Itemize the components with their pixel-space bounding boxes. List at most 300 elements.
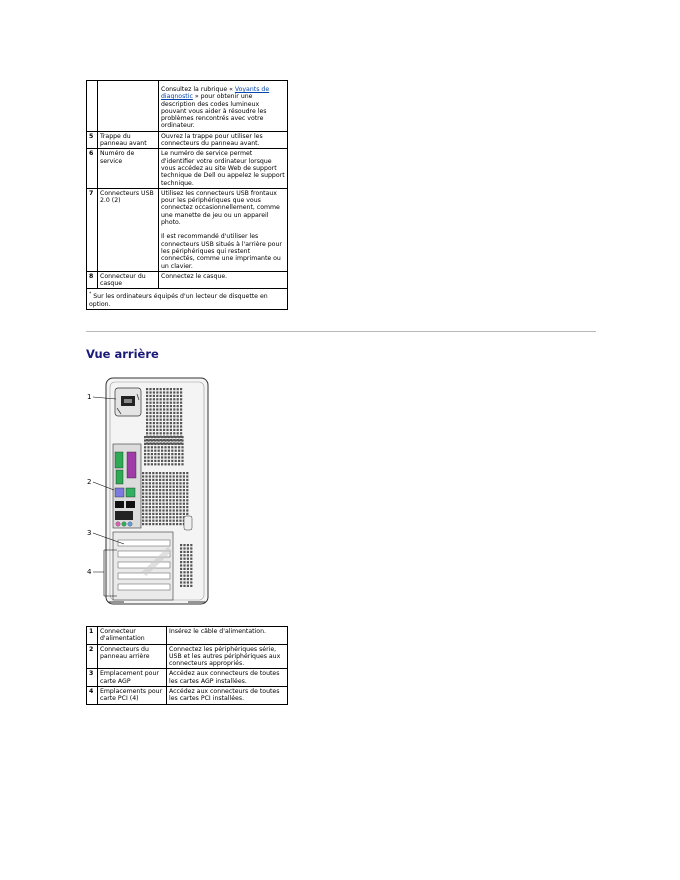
vent-hole: [173, 479, 175, 481]
vent-hole: [183, 585, 185, 587]
vent-hole: [168, 446, 170, 448]
vent-hole: [170, 408, 172, 410]
vent-hole: [169, 516, 171, 518]
vent-hole: [183, 551, 185, 553]
vent-hole: [160, 412, 162, 414]
vent-hole: [187, 571, 189, 573]
vent-hole: [166, 523, 168, 525]
vent-hole: [181, 460, 183, 462]
vent-hole: [149, 391, 151, 393]
vent-hole: [179, 482, 181, 484]
vent-hole: [173, 472, 175, 474]
vent-hole: [181, 450, 183, 452]
vent-hole: [183, 513, 185, 515]
vent-hole: [154, 460, 156, 462]
vent-hole: [187, 564, 189, 566]
vent-hole: [149, 492, 151, 494]
vent-hole: [159, 509, 161, 511]
vent-hole: [161, 450, 163, 452]
callout-label: 2: [87, 478, 92, 486]
vent-hole: [153, 415, 155, 417]
vent-hole: [190, 568, 192, 570]
row-description: [159, 188, 288, 271]
vent-hole: [183, 571, 185, 573]
vent-hole: [166, 513, 168, 515]
vent-hole: [142, 479, 144, 481]
vent-hole: [176, 475, 178, 477]
vent-hole: [164, 456, 166, 458]
vent-hole: [166, 405, 168, 407]
vent-hole: [142, 499, 144, 501]
callout-label: 3: [87, 529, 92, 537]
vent-hole: [162, 499, 164, 501]
vent-hole: [180, 405, 182, 407]
vent-hole: [163, 391, 165, 393]
vent-hole: [166, 499, 168, 501]
vent-hole: [162, 472, 164, 474]
vent-hole: [163, 425, 165, 427]
vent-hole: [146, 425, 148, 427]
vent-hole: [176, 486, 178, 488]
vent-hole: [169, 496, 171, 498]
table-row: [87, 81, 288, 132]
vent-hole: [156, 405, 158, 407]
vent-hole: [146, 419, 148, 421]
vent-hole: [154, 446, 156, 448]
vent-hole: [169, 503, 171, 505]
vent-hole: [146, 405, 148, 407]
vent-hole: [180, 581, 182, 583]
vent-hole: [186, 499, 188, 501]
vent-hole: [180, 432, 182, 434]
vent-hole: [168, 453, 170, 455]
vent-hole: [187, 551, 189, 553]
vent-hole: [187, 585, 189, 587]
vent-hole: [186, 496, 188, 498]
vent-hole: [166, 415, 168, 417]
vent-hole: [179, 499, 181, 501]
vent-hole: [177, 388, 179, 390]
section-title: Vue arrière: [86, 347, 159, 361]
vent-hole: [154, 456, 156, 458]
vent-hole: [152, 499, 154, 501]
vent-hole: [156, 509, 158, 511]
vent-hole: [147, 463, 149, 465]
vent-hole: [147, 436, 149, 438]
vent-hole: [149, 509, 151, 511]
vent-hole: [180, 551, 182, 553]
vent-hole: [180, 391, 182, 393]
vent-hole: [180, 422, 182, 424]
vent-hole: [183, 544, 185, 546]
vent-hole: [142, 520, 144, 522]
vent-hole: [173, 482, 175, 484]
footnote-mark: *: [89, 292, 92, 298]
vent-hole: [160, 419, 162, 421]
vent-hole: [156, 402, 158, 404]
vent-hole: [162, 482, 164, 484]
vent-hole: [178, 446, 180, 448]
vent-hole: [152, 496, 154, 498]
vent-hole: [176, 523, 178, 525]
vent-hole: [154, 453, 156, 455]
vent-hole: [162, 520, 164, 522]
vent-hole: [149, 475, 151, 477]
vent-hole: [169, 523, 171, 525]
vent-hole: [152, 513, 154, 515]
vent-hole: [177, 425, 179, 427]
vent-hole: [146, 408, 148, 410]
vent-hole: [156, 425, 158, 427]
vent-hole: [159, 475, 161, 477]
vent-hole: [166, 422, 168, 424]
vent-hole: [154, 443, 156, 445]
rear-view-diagram: [84, 374, 214, 609]
vent-hole: [186, 506, 188, 508]
vent-hole: [180, 554, 182, 556]
row-description: Ouvrez la trappe pour utiliser les connecteurs du panneau avant.: [159, 131, 288, 149]
vent-hole: [173, 408, 175, 410]
vent-hole: [173, 388, 175, 390]
vent-hole: [163, 412, 165, 414]
table-footnote-row: [87, 289, 288, 310]
vent-hole: [166, 479, 168, 481]
desc-paragraph: Utilisez les connecteurs USB frontaux pour les périphériques que vous connectez occasionnellement, comme une manette de jeu ou un appareil photo.: [161, 189, 280, 227]
vent-hole: [171, 450, 173, 452]
vent-hole: [176, 472, 178, 474]
vent-hole: [164, 453, 166, 455]
vent-hole: [149, 415, 151, 417]
vent-hole: [159, 513, 161, 515]
vent-hole: [149, 503, 151, 505]
vent-hole: [160, 395, 162, 397]
vent-hole: [179, 503, 181, 505]
vent-hole: [180, 412, 182, 414]
vent-hole: [156, 398, 158, 400]
vent-hole: [179, 520, 181, 522]
vent-hole: [187, 575, 189, 577]
vent-hole: [166, 432, 168, 434]
vent-hole: [183, 564, 185, 566]
vent-hole: [159, 516, 161, 518]
vent-hole: [168, 456, 170, 458]
vent-hole: [180, 398, 182, 400]
diagnostic-lights-link[interactable]: Voyants de diagnostic: [161, 86, 270, 101]
vent-hole: [170, 419, 172, 421]
vent-hole: [153, 405, 155, 407]
vent-hole: [177, 432, 179, 434]
vent-hole: [149, 398, 151, 400]
vent-hole: [176, 499, 178, 501]
vent-hole: [166, 506, 168, 508]
vent-hole: [154, 436, 156, 438]
row-description: Accédez aux connecteurs de toutes les cartes AGP installées.: [167, 669, 288, 687]
vent-hole: [181, 453, 183, 455]
vent-hole: [151, 453, 153, 455]
vent-hole: [183, 506, 185, 508]
vent-hole: [166, 472, 168, 474]
vent-hole: [173, 506, 175, 508]
vent-hole: [156, 391, 158, 393]
vent-hole: [142, 516, 144, 518]
vent-hole: [179, 513, 181, 515]
vent-hole: [163, 388, 165, 390]
vent-hole: [183, 489, 185, 491]
vent-hole: [187, 558, 189, 560]
vent-hole: [162, 506, 164, 508]
vent-hole: [145, 506, 147, 508]
vent-hole: [170, 388, 172, 390]
vent-hole: [183, 496, 185, 498]
table-row: [87, 669, 288, 687]
vent-hole: [147, 460, 149, 462]
row-number: 4: [87, 687, 98, 705]
vent-hole: [144, 443, 146, 445]
vent-hole: [169, 520, 171, 522]
table-row: [87, 131, 288, 149]
vent-hole: [175, 456, 177, 458]
vent-hole: [183, 578, 185, 580]
row-description: Connectez les périphériques série, USB et les autres périphériques aux connecteurs appropriés.: [167, 644, 288, 669]
vent-hole: [156, 479, 158, 481]
vent-hole: [145, 516, 147, 518]
vent-hole: [175, 450, 177, 452]
vent-hole: [164, 436, 166, 438]
vent-hole: [152, 506, 154, 508]
vent-hole: [156, 523, 158, 525]
vent-hole: [149, 496, 151, 498]
vent-hole: [166, 408, 168, 410]
vent-hole: [142, 496, 144, 498]
vent-hole: [149, 516, 151, 518]
vent-hole: [183, 486, 185, 488]
vent-hole: [162, 489, 164, 491]
vent-hole: [145, 503, 147, 505]
vent-hole: [144, 446, 146, 448]
vent-hole: [144, 453, 146, 455]
vent-hole: [186, 513, 188, 515]
vent-hole: [152, 492, 154, 494]
vent-hole: [166, 388, 168, 390]
vent-hole: [151, 456, 153, 458]
vent-hole: [173, 419, 175, 421]
vent-hole: [186, 503, 188, 505]
vent-hole: [152, 479, 154, 481]
vent-hole: [146, 429, 148, 431]
vent-hole: [151, 460, 153, 462]
vent-hole: [181, 446, 183, 448]
vent-hole: [162, 492, 164, 494]
vent-hole: [176, 479, 178, 481]
vent-hole: [156, 499, 158, 501]
vent-hole: [166, 520, 168, 522]
vent-hole: [160, 398, 162, 400]
vent-hole: [183, 575, 185, 577]
vent-hole: [181, 443, 183, 445]
vent-hole: [149, 513, 151, 515]
row-number: 7: [87, 188, 98, 271]
vent-hole: [161, 446, 163, 448]
vent-hole: [190, 544, 192, 546]
callout-label: 4: [87, 568, 92, 576]
vent-hole: [145, 472, 147, 474]
vent-hole: [166, 482, 168, 484]
vent-hole: [158, 446, 160, 448]
vent-hole: [175, 436, 177, 438]
vent-hole: [180, 429, 182, 431]
vent-hole: [166, 475, 168, 477]
vent-hole: [180, 425, 182, 427]
vent-hole: [170, 405, 172, 407]
vent-hole: [175, 446, 177, 448]
vent-hole: [181, 456, 183, 458]
vent-hole: [149, 482, 151, 484]
vent-hole: [149, 408, 151, 410]
vent-hole: [186, 509, 188, 511]
vent-hole: [149, 425, 151, 427]
row-name: [98, 81, 159, 132]
vent-hole: [159, 523, 161, 525]
vent-hole: [152, 472, 154, 474]
vent-hole: [176, 513, 178, 515]
vent-hole: [151, 443, 153, 445]
vent-hole: [180, 568, 182, 570]
vent-hole: [142, 509, 144, 511]
vent-hole: [176, 492, 178, 494]
vent-hole: [183, 509, 185, 511]
vent-hole: [171, 439, 173, 441]
vent-hole: [177, 415, 179, 417]
vent-hole: [149, 486, 151, 488]
vent-hole: [149, 489, 151, 491]
vent-hole: [156, 492, 158, 494]
vent-hole: [173, 475, 175, 477]
vent-hole: [151, 463, 153, 465]
row-number: [87, 81, 98, 132]
vent-hole: [159, 496, 161, 498]
vent-hole: [149, 472, 151, 474]
vent-hole: [145, 489, 147, 491]
vent-hole: [158, 456, 160, 458]
vent-hole: [168, 443, 170, 445]
vent-hole: [149, 422, 151, 424]
vent-hole: [178, 453, 180, 455]
vent-hole: [149, 499, 151, 501]
vent-hole: [190, 575, 192, 577]
vent-hole: [153, 402, 155, 404]
vent-hole: [169, 506, 171, 508]
vent-hole: [153, 432, 155, 434]
vent-hole: [178, 436, 180, 438]
vent-hole: [161, 460, 163, 462]
vent-hole: [149, 405, 151, 407]
row-name: Numéro de service: [98, 149, 159, 188]
vent-hole: [159, 492, 161, 494]
vent-hole: [179, 472, 181, 474]
vent-hole: [156, 520, 158, 522]
vent-hole: [162, 523, 164, 525]
vent-hole: [176, 506, 178, 508]
vent-hole: [176, 509, 178, 511]
vent-hole: [173, 492, 175, 494]
vent-hole: [169, 509, 171, 511]
vent-hole: [151, 436, 153, 438]
vent-hole: [146, 391, 148, 393]
vent-hole: [146, 415, 148, 417]
vent-hole: [176, 489, 178, 491]
vent-hole: [152, 482, 154, 484]
vent-hole: [156, 422, 158, 424]
row-name: Connecteur du casque: [98, 271, 159, 289]
vent-hole: [162, 503, 164, 505]
vent-hole: [183, 472, 185, 474]
vent-hole: [144, 436, 146, 438]
vent-hole: [152, 475, 154, 477]
vent-hole: [176, 496, 178, 498]
vent-hole: [142, 482, 144, 484]
callout-label: 1: [87, 393, 92, 401]
vent-hole: [156, 395, 158, 397]
vent-hole: [162, 513, 164, 515]
vent-hole: [158, 450, 160, 452]
vent-hole: [173, 516, 175, 518]
vent-hole: [146, 395, 148, 397]
vent-hole: [160, 415, 162, 417]
vent-hole: [163, 395, 165, 397]
vent-hole: [181, 463, 183, 465]
vent-hole: [173, 513, 175, 515]
vent-hole: [171, 463, 173, 465]
row-description: Connectez le casque.: [159, 271, 288, 289]
vent-hole: [179, 509, 181, 511]
vent-hole: [187, 544, 189, 546]
vent-hole: [159, 499, 161, 501]
vent-hole: [163, 432, 165, 434]
vent-hole: [142, 472, 144, 474]
vent-hole: [145, 496, 147, 498]
vent-hole: [162, 509, 164, 511]
vent-hole: [149, 479, 151, 481]
vent-hole: [173, 509, 175, 511]
vent-hole: [179, 496, 181, 498]
vent-hole: [170, 425, 172, 427]
row-number: 8: [87, 271, 98, 289]
vent-hole: [166, 412, 168, 414]
vent-hole: [173, 412, 175, 414]
vent-hole: [156, 408, 158, 410]
vent-hole: [186, 489, 188, 491]
table-row: [87, 149, 288, 188]
vent-hole: [169, 475, 171, 477]
vent-hole: [173, 405, 175, 407]
vent-hole: [149, 412, 151, 414]
vent-hole: [183, 554, 185, 556]
vent-hole: [173, 391, 175, 393]
vent-hole: [166, 516, 168, 518]
vent-hole: [187, 568, 189, 570]
vent-hole: [166, 486, 168, 488]
vent-hole: [177, 408, 179, 410]
row-name: Emplacement pour carte AGP: [98, 669, 167, 687]
vent-hole: [180, 547, 182, 549]
vent-hole: [145, 509, 147, 511]
vent-hole: [183, 475, 185, 477]
vent-hole: [166, 402, 168, 404]
vent-hole: [180, 571, 182, 573]
vent-hole: [166, 492, 168, 494]
vent-hole: [183, 581, 185, 583]
vent-hole: [149, 432, 151, 434]
